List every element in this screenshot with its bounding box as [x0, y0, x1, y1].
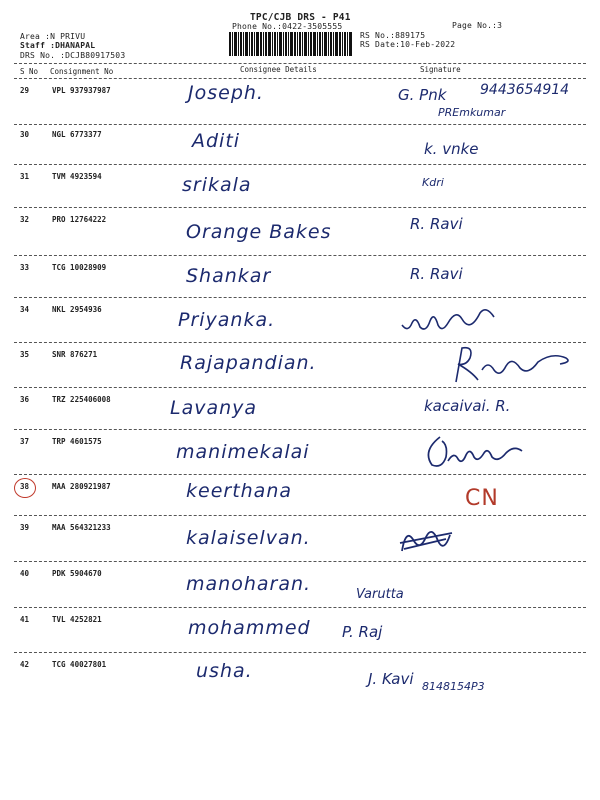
- row-consignment: TCG 40027801: [52, 660, 107, 669]
- row-sno: 41: [20, 615, 30, 624]
- rs-number: RS No.:889175: [360, 31, 426, 40]
- table-row: [0, 344, 600, 388]
- consignee-name: manimekalai: [176, 441, 310, 463]
- row-divider: [14, 387, 586, 388]
- consignee-name: usha.: [196, 660, 253, 682]
- sheet-title: TPC/CJB DRS - P41: [250, 12, 351, 23]
- row-sno: 38: [20, 482, 30, 491]
- row-consignment: TVM 4923594: [52, 172, 102, 181]
- area-label: Area :N PRIVU: [20, 32, 86, 41]
- signature-scribble: [396, 521, 456, 557]
- row-consignment: TVL 4252821: [52, 615, 102, 624]
- col-sno: S No: [20, 67, 39, 76]
- table-row: [0, 209, 600, 253]
- table-row: [0, 80, 600, 124]
- table-row: [0, 609, 600, 653]
- row-divider: [14, 474, 586, 475]
- signature: kacaivai. R.: [424, 397, 511, 415]
- cn-mark: CN: [465, 486, 499, 511]
- signature-scribble: [418, 431, 528, 471]
- row-sno: 31: [20, 172, 30, 181]
- signature: R. Ravi: [410, 265, 463, 283]
- phone-note: 9443654914: [480, 82, 570, 98]
- table-row: [0, 299, 600, 343]
- signature: G. Pnk: [398, 86, 447, 104]
- row-sno: 33: [20, 263, 30, 272]
- staff-label: Staff :DHANAPAL: [20, 41, 96, 50]
- consignee-name: Priyanka.: [178, 309, 276, 331]
- col-consignee: Consignee Details: [240, 65, 317, 74]
- row-sno: 35: [20, 350, 30, 359]
- row-divider: [14, 297, 586, 298]
- table-row: [0, 257, 600, 301]
- table-row: [0, 124, 600, 168]
- row-sno: 29: [20, 86, 30, 95]
- row-divider: [14, 207, 586, 208]
- signature: Kdri: [422, 176, 444, 189]
- row-sno: 37: [20, 437, 30, 446]
- row-consignment: NKL 2954936: [52, 305, 102, 314]
- header-divider: [14, 63, 586, 64]
- row-sno: 36: [20, 395, 30, 404]
- consignee-name: keerthana: [186, 480, 293, 502]
- consignee-name: mohammed: [188, 617, 311, 639]
- table-row: [0, 563, 600, 607]
- rs-date: RS Date:10-Feb-2022: [360, 40, 456, 49]
- row-divider: [14, 164, 586, 165]
- row-sno: 34: [20, 305, 30, 314]
- row-divider: [14, 255, 586, 256]
- row-sno: 30: [20, 130, 30, 139]
- row-sno: 39: [20, 523, 30, 532]
- signature: k. vnke: [424, 140, 479, 158]
- phone-note: 8148154P3: [422, 680, 485, 693]
- consignee-name: Orange Bakes: [186, 221, 332, 243]
- consignee-name: Joseph.: [188, 82, 264, 104]
- table-row: [0, 476, 600, 520]
- phone-number: Phone No.:0422-3505555: [232, 22, 343, 31]
- row-consignment: VPL 937937987: [52, 86, 111, 95]
- row-divider: [14, 342, 586, 343]
- consignee-name: manoharan.: [186, 573, 312, 595]
- signature: P. Raj: [342, 623, 383, 641]
- consignee-name: srikala: [182, 174, 252, 196]
- table-row: [0, 389, 600, 433]
- table-row: [0, 166, 600, 210]
- signature-scribble: [400, 303, 500, 339]
- consignee-name: Aditi: [192, 130, 241, 152]
- signer-note: PREmkumar: [438, 106, 506, 119]
- table-row: [0, 517, 600, 561]
- consignee-name: Shankar: [186, 265, 272, 287]
- table-row: [0, 431, 600, 475]
- consignee-name: Lavanya: [170, 397, 258, 419]
- row-consignment: TRP 4601575: [52, 437, 102, 446]
- consignee-name: Rajapandian.: [180, 352, 317, 374]
- signature: J. Kavi: [368, 670, 414, 688]
- row-sno: 32: [20, 215, 30, 224]
- row-divider: [14, 429, 586, 430]
- row-divider: [14, 652, 586, 653]
- row-consignment: NGL 6773377: [52, 130, 102, 139]
- row-consignment: MAA 564321233: [52, 523, 111, 532]
- row-divider: [14, 515, 586, 516]
- row-divider: [14, 607, 586, 608]
- row-consignment: TCG 10028909: [52, 263, 107, 272]
- column-divider: [14, 78, 586, 79]
- page-number: Page No.:3: [452, 21, 503, 30]
- row-sno: 40: [20, 569, 30, 578]
- signature: R. Ravi: [410, 215, 463, 233]
- signature-scribble: [448, 344, 578, 384]
- row-consignment: PRO 12764222: [52, 215, 107, 224]
- signature: Varutta: [356, 587, 404, 602]
- table-row: [0, 654, 600, 698]
- row-divider: [14, 561, 586, 562]
- barcode: [229, 32, 353, 56]
- col-consignment: Consignment No: [50, 67, 114, 76]
- row-consignment: TRZ 225406008: [52, 395, 111, 404]
- col-signature: Signature: [420, 65, 461, 74]
- row-sno: 42: [20, 660, 30, 669]
- drs-number: DRS No. :DCJB80917503: [20, 51, 126, 60]
- row-consignment: MAA 280921987: [52, 482, 111, 491]
- consignee-name: kalaiselvan.: [186, 527, 311, 549]
- row-consignment: SNR 876271: [52, 350, 98, 359]
- row-consignment: PDK 5904670: [52, 569, 102, 578]
